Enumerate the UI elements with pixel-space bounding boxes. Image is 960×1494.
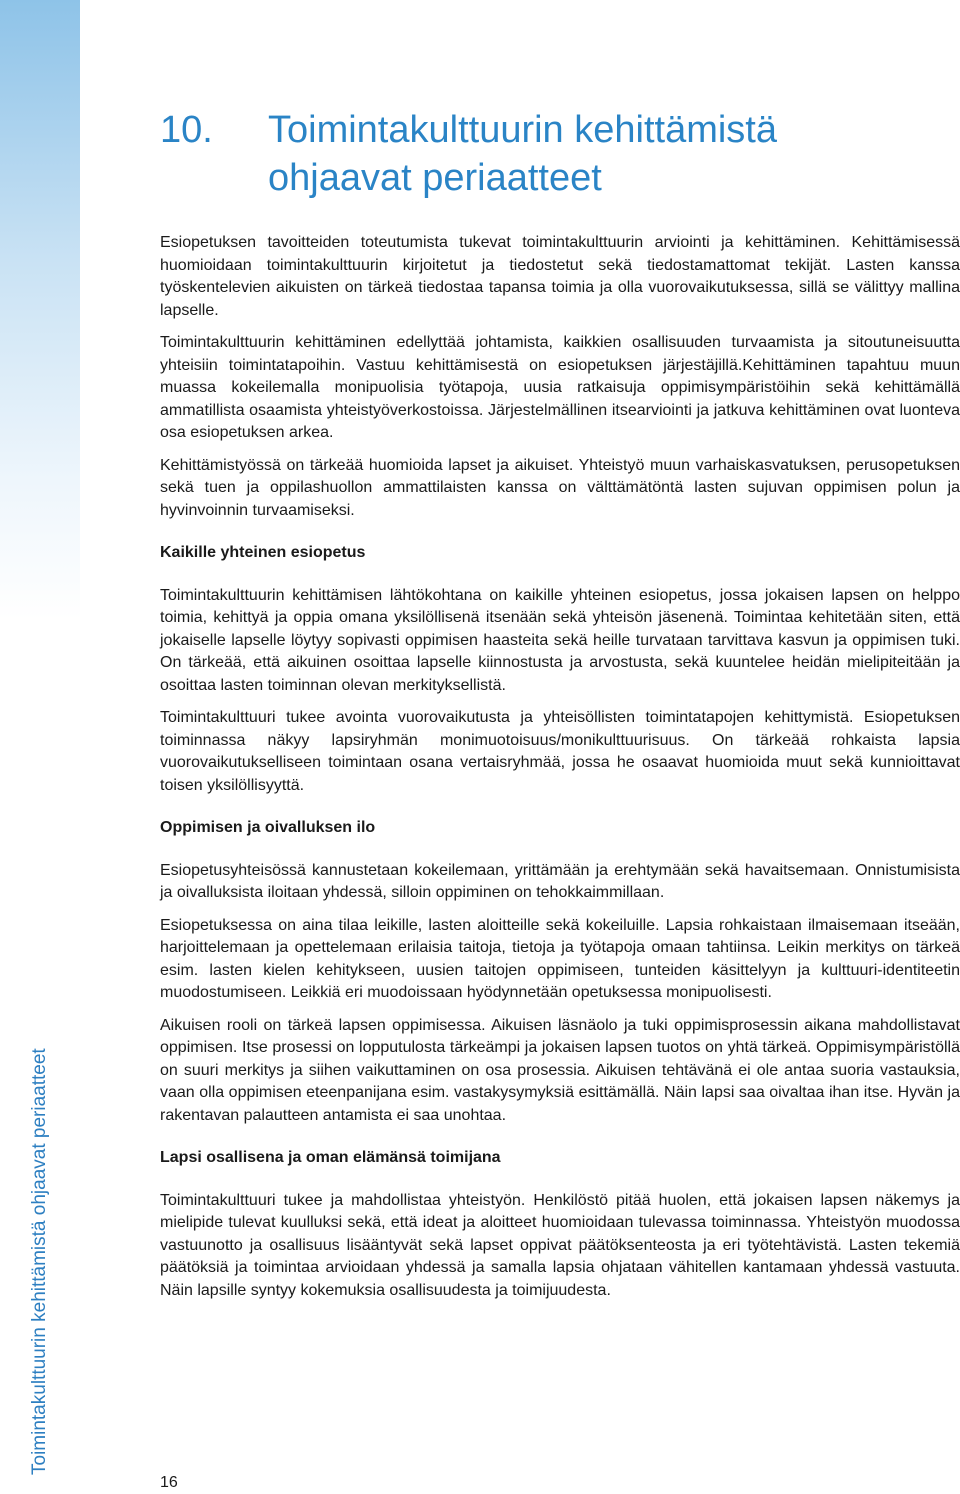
paragraph: Toimintakulttuuri tukee ja mahdollistaa yhteistyön. Henkilöstö pitää huolen, että jokaisen lapsen näkemys ja mielipide tulevat kuulluksi sekä, että ideat ja aloitteet huomioidaan tulevassa toiminnassa. Yhteistyön muodossa vastuunotto ja osallisuus lisääntyvät sekä lapset oppivat päätöksenteosta ja eri työtehtävistä. Lasten tekemiä päätöksiä ja toimintaa arvioidaan yhdessä ja samalla lapsia ohjataan vähitellen kantamaan yhdessä vastuuta. Näin lapsille syntyy kokemuksia osallisuudesta ja toimijuudesta. xyxy=(160,1191,960,1299)
sidebar-band xyxy=(0,0,80,1494)
section-heading: Lapsi osallisena ja oman elämänsä toimijana xyxy=(160,1149,501,1166)
paragraph: Esiopetusyhteisössä kannustetaan kokeilemaan, yrittämään ja erehtymään sekä havaitsemaan. Onnistumisista ja oivalluksista iloitaan yhdessä, silloin oppiminen on tehokkaimmillaan. xyxy=(160,861,960,901)
chapter-title-text: Toimintakulttuurin kehittämistä ohjaavat periaatteet xyxy=(268,109,777,199)
paragraph: Esiopetuksen tavoitteiden toteutumista tukevat toimintakulttuurin arviointi ja kehittäminen. Kehittämisessä huomioidaan toimintakulttuurin kirjoitetut ja tiedostetut sekä tiedostamattomat tekijät. Lasten kanssa työskentelevien aikuisten on tärkeä tiedostaa tapansa toimia ja olla vuorovaikutuksessa, sillä se välittyy mallina lapselle. xyxy=(160,234,960,319)
paragraph: Toimintakulttuurin kehittäminen edellyttää johtamista, kaikkien osallisuuden turvaamista ja sitoutuneisuutta yhteisiin toimintatapoihin. Vastuu kehittämisestä on esiopetuksen järjestäjillä.Kehittäminen tapahtuu muun muassa kokeilemalla monipuolisia työtapoja, uusia ratkaisuja oppimisympäristöihin sekä kehittämällä ammatillista osaamista yhteistyöverkostoissa. Järjestelmällinen itsearviointi ja jatkuva kehittäminen ovat luonteva osa esiopetuksen arkea. xyxy=(160,334,960,441)
sidebar-running-title: Toimintakulttuurin kehittämistä ohjaavat periaatteet xyxy=(29,1048,50,1475)
section-heading: Oppimisen ja oivalluksen ilo xyxy=(160,819,376,836)
paragraph: Esiopetuksessa on aina tilaa leikille, lasten aloitteille sekä kokeiluille. Lapsia rohkaistaan ilmaisemaan itseään, harjoittelemaan ja opettelemaan erilaisia taitoja, tietoja ja työtapoja omaan tahtiinsa. Leikin merkitys on tärkeä esim. lasten kielen kehitykseen, uusien taitojen oppimiseen, tunteiden käsittelyyn ja kulttuuri-identiteetin muodostumiseen. Leikkiä eri muodoissaan hyödynnetään opetuksessa monipuolisesti. xyxy=(160,916,960,1001)
chapter-number: 10. xyxy=(160,109,213,151)
paragraph: Aikuisen rooli on tärkeä lapsen oppimisessa. Aikuisen läsnäolo ja tuki oppimisprosessin aikana mahdollistavat oppimisen. Itse prosessi on lopputulosta tärkeämpi ja jokaisen lapsen tuotos on yhtä tärkeä. Oppimisympäristöllä on suuri merkitys ja siihen vaikuttaminen on osa prosessia. Aikuisen tehtävänä ei ole antaa suoria vastauksia, vaan olla oppimisen eteenpanijana esim. vastakysymyksiä esittämällä. Näin lapsi saa oivaltaa ihan itse. Hyvän ja rakentavan palautteen antamista ei saa unohtaa. xyxy=(160,1016,960,1124)
paragraph: Toimintakulttuurin kehittämisen lähtökohtana on kaikille yhteinen esiopetus, jossa jokaisen lapsen on helppo toimia, kehittyä ja oppia omana yksilöllisenä itsenään sekä yhteisön jäsenenä. Toimintaa kehitetään siten, että jokaiselle lapselle löytyy sopivasti oppimisen haasteita sekä heille turvataan tarvittava kasvun ja oppimisen tuki. On tärkeää, että aikuinen osoittaa lapselle kiinnostusta ja arvostusta, sekä kuuntelee heidän mielipiteitään ja osoittaa lasten toiminnan olevan merkityksellistä. xyxy=(160,586,960,694)
paragraph: Toimintakulttuuri tukee avointa vuorovaikutusta ja yhteisöllisten toimintatapojen kehittymistä. Esiopetuksen toiminnassa näkyy lapsiryhmän monimuotoisuus/monikulttuurisuus. On tärkeää rohkaista lapsia vuorovaikutukselliseen toimintaan osana vertaisryhmää, jossa he osaavat huomioida muut sekä kunnioittavat toisen yksilöllisyyttä. xyxy=(160,709,960,794)
body-content xyxy=(160,232,960,1302)
page-number: 16 xyxy=(160,1474,178,1491)
paragraph: Kehittämistyössä on tärkeää huomioida lapset ja aikuiset. Yhteistyö muun varhaiskasvatuksen, perusopetuksen sekä tuen ja oppilashuollon ammattilaisten kanssa on välttämätöntä lasten sujuvan oppimisen polun ja hyvinvoinnin turvaamiseksi. xyxy=(160,456,960,519)
section-heading: Kaikille yhteinen esiopetus xyxy=(160,544,366,561)
